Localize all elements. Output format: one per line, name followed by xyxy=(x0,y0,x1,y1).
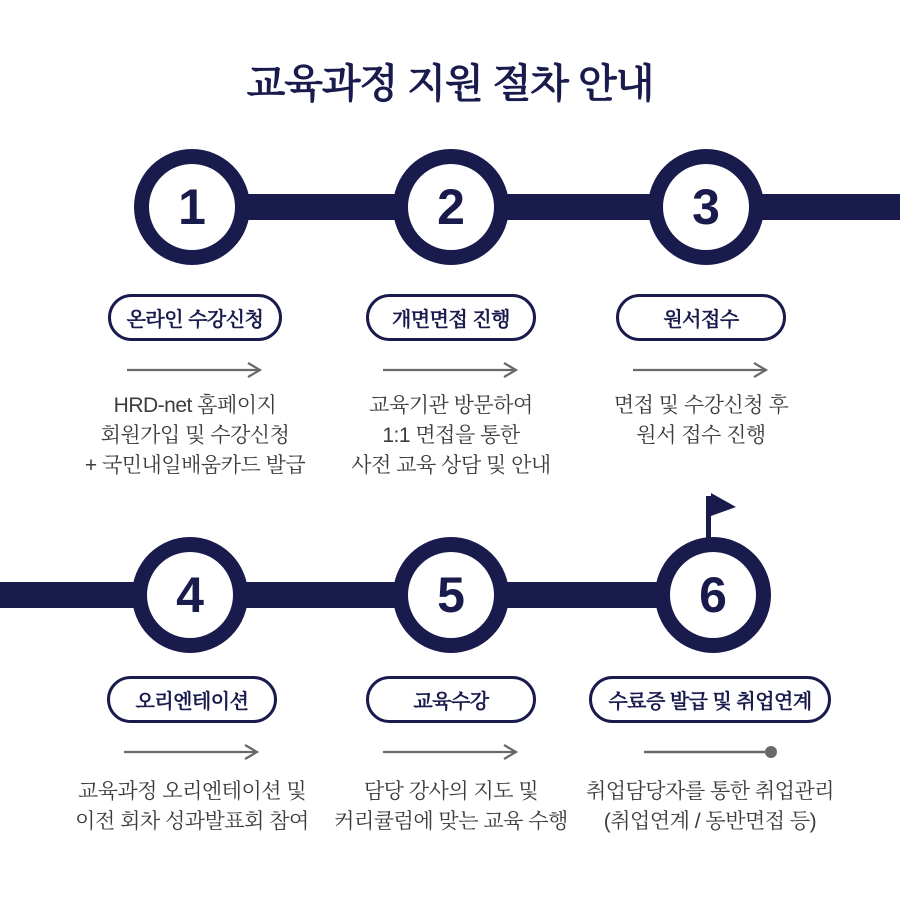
step-circle-2 xyxy=(393,149,509,265)
step-label-pill xyxy=(589,676,830,723)
process-track-top xyxy=(192,194,900,220)
step-description: 교육기관 방문하여 1:1 면접을 통한 사전 교육 상담 및 안내 xyxy=(351,394,551,477)
right-arrow-icon xyxy=(122,743,262,761)
step-circle-5 xyxy=(393,537,509,653)
right-arrow-icon xyxy=(381,361,521,379)
step-description: HRD-net 홈페이지 회원가입 및 수강신청 + 국민내일배움카드 발급 xyxy=(84,394,306,477)
dot-line-icon xyxy=(640,743,780,761)
step-number: 6 xyxy=(699,567,727,623)
step-circle-1 xyxy=(134,149,250,265)
right-arrow-icon xyxy=(125,361,265,379)
process-track-bottom xyxy=(0,582,713,608)
step-number: 1 xyxy=(178,179,206,235)
page-title: 교육과정 지원 절차 안내 xyxy=(246,62,654,106)
step-circle-3 xyxy=(648,149,764,265)
step-label: 개면면접 진행 xyxy=(392,309,510,331)
step-description: 취업담당자를 통한 취업관리 (취업연계 / 동반면접 등) xyxy=(585,780,835,833)
step-6-column xyxy=(540,676,880,837)
step-number: 2 xyxy=(437,179,465,235)
step-label-pill xyxy=(107,676,277,723)
right-arrow-icon xyxy=(381,743,521,761)
step-label: 오리엔테이션 xyxy=(135,691,249,713)
step-label: 교육수강 xyxy=(413,691,489,713)
step-description: 담당 강사의 지도 및 커리큘럼에 맞는 교육 수행 xyxy=(334,780,568,833)
step-number: 4 xyxy=(176,567,204,623)
step-description: 교육과정 오리엔테이션 및 이전 회차 성과발표회 참여 xyxy=(75,780,309,833)
step-label-pill xyxy=(366,676,536,723)
step-circle-4 xyxy=(132,537,248,653)
step-3-column xyxy=(531,294,871,451)
step-label-pill xyxy=(616,294,786,341)
step-number: 3 xyxy=(692,179,720,235)
step-label: 원서접수 xyxy=(663,309,739,331)
step-label: 온라인 수강신청 xyxy=(126,309,264,331)
right-arrow-icon xyxy=(631,361,771,379)
goal-flag-icon xyxy=(703,490,739,540)
step-circle-6 xyxy=(655,537,771,653)
step-label: 수료증 발급 및 취업연계 xyxy=(608,691,812,713)
step-label-pill xyxy=(108,294,283,341)
step-label-pill xyxy=(366,294,536,341)
step-description: 면접 및 수강신청 후 원서 접수 진행 xyxy=(613,394,789,447)
step-number: 5 xyxy=(437,567,465,623)
